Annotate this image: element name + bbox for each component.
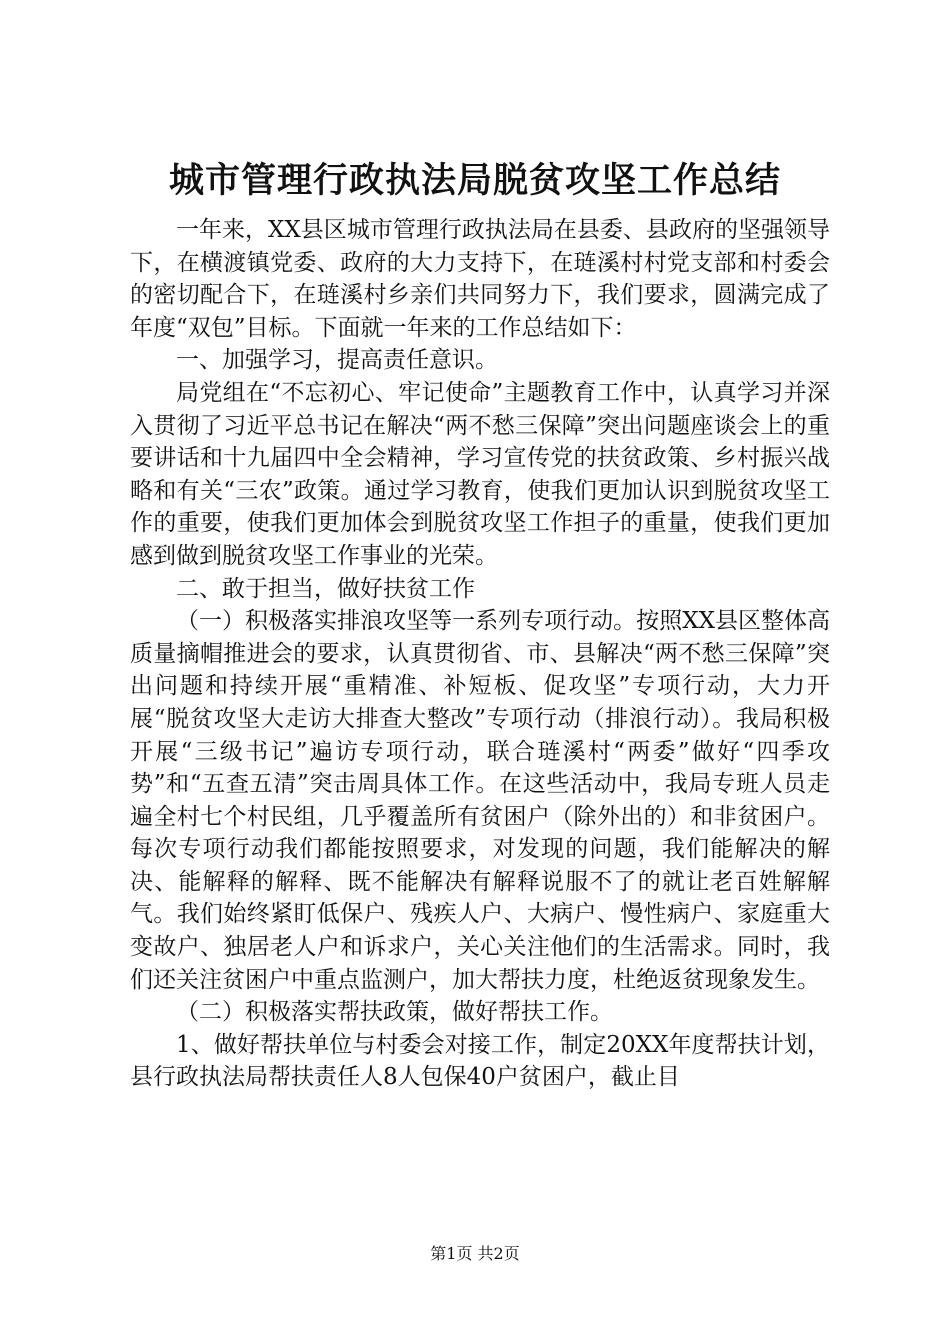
heading-section-1: 一、加强学习，提高责任意识。	[176, 347, 498, 374]
paragraph-special-actions: （一）积极落实排浪攻坚等一系列专项行动。按照XX县区整体高质量摘帽推进会的要求，认真贯彻省、市、县解决“两不愁三保障”突出问题和持续开展“重精准、补短板、促攻坚”专项行动，大力开展“脱贫攻坚大走访大排查大整改”专项行动（排浪行动）。我局积极开展“三级书记”遍访专项行动，联合琏溪村“两委”做好“四季攻势”和“五查五清”突击周具体工作。在这些活动中，我局专班人员走遍全村七个村民组，几乎覆盖所有贫困户（除外出的）和非贫困户。每次专项行动我们都能按照要求，对发现的问题，我们能解决的解决、能解释的解释、既不能解决有解释说服不了的就让老百姓解解气。我们始终紧盯低保户、残疾人户、大病户、慢性病户、家庭重大变故户、独居老人户和诉求户，关心关注他们的生活需求。同时，我们还关注贫困户中重点监测户，加大帮扶力度，杜绝返贫现象发生。	[130, 608, 830, 993]
paragraph-intro: 一年来，XX县区城市管理行政执法局在县委、县政府的坚强领导下，在横渡镇党委、政府的大力支持下，在琏溪村村党支部和村委会的密切配合下，在琏溪村乡亲们共同努力下，我们要求，圆满完成了年度“双包”目标。下面就一年来的工作总结如下：	[130, 217, 830, 341]
document-body	[130, 214, 830, 1094]
heading-section-2: 二、敢于担当，做好扶贫工作	[176, 575, 475, 602]
page-number-footer: 第1页 共2页	[430, 1244, 520, 1263]
paragraph-assistance-plan: 1、做好帮扶单位与村委会对接工作，制定20XX年度帮扶计划，县行政执法局帮扶责任人8人包保40户贫困户，截止目	[130, 1031, 830, 1091]
document-title: 城市管理行政执法局脱贫攻坚工作总结	[168, 160, 781, 201]
heading-subsection-2: （二）积极落实帮扶政策，做好帮扶工作。	[176, 999, 613, 1026]
paragraph-study: 局党组在“不忘初心、牢记使命”主题教育工作中，认真学习并深入贯彻了习近平总书记在解决“两不愁三保障”突出问题座谈会上的重要讲话和十九届四中全会精神，学习宣传党的扶贫政策、乡村振兴战略和有关“三农”政策。通过学习教育，使我们更加认识到脱贫攻坚工作的重要，使我们更加体会到脱贫攻坚工作担子的重量，使我们更加感到做到脱贫攻坚工作事业的光荣。	[130, 379, 830, 569]
